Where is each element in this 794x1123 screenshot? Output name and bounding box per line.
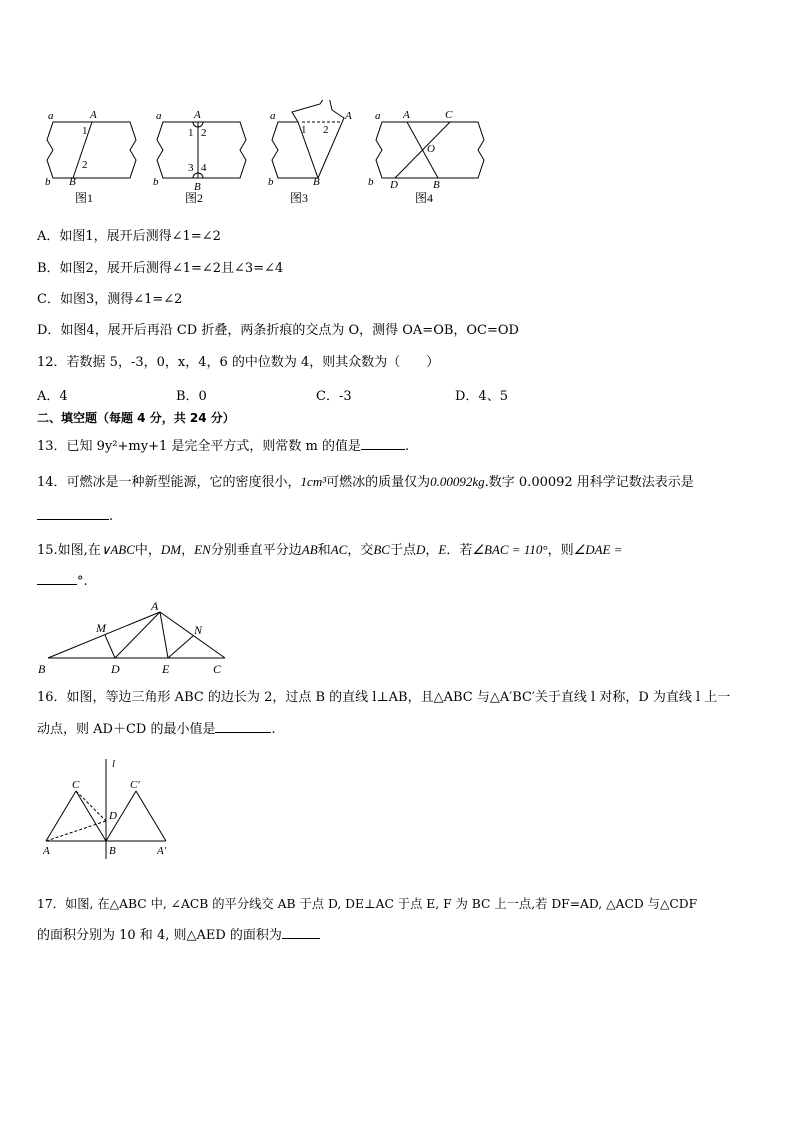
fig1-angle-1: 1 [82, 125, 88, 137]
fig4-label-B: B [433, 179, 440, 191]
fig4-label-C: C [445, 109, 453, 121]
fig3-label-b: b [268, 176, 274, 188]
q16-line-1: 16．如图，等边三角形 ABC 的边长为 2，过点 B 的直线 l⊥AB，且△ABC 与△A′BC′关于直线 l 对称，D 为直线 l 上一 [37, 690, 731, 705]
q13-end: . [404, 439, 410, 454]
fig2-angle-2: 2 [201, 127, 207, 139]
fig2-label-b: b [153, 176, 159, 188]
fig15-label-A: A [151, 599, 159, 613]
fig3-angle-2: 2 [323, 124, 329, 136]
fig15-label-M: M [96, 621, 106, 635]
q16-line-2 [37, 721, 276, 739]
q15-triangle: ∨ABC [100, 542, 135, 557]
q14 [37, 473, 694, 492]
q15-text-7: 于点 [389, 543, 416, 558]
q11-option-b: B．如图2，展开后测得∠1=∠2且∠3=∠4 [37, 261, 284, 276]
fig16-label-B: B [109, 845, 116, 857]
fig15-label-C: C [213, 662, 222, 676]
section-heading: 二、填空题（每题 4 分，共 24 分） [37, 411, 235, 425]
fig16-label-A-prime: A′ [157, 845, 167, 857]
fig4-label-A: A [403, 109, 410, 121]
q14-text-2: 可燃冰的质量仅为 [326, 475, 431, 490]
q14-text-1: 14．可燃冰是一种新型能源，它的密度很小， [37, 475, 301, 490]
figure-16 [36, 755, 186, 863]
q12-option-a: A．4 [37, 389, 68, 404]
q11-option-d: D．如图4，展开后再沿 CD 折叠，两条折痕的交点为 O，测得 OA=OB，OC=OD [37, 323, 519, 338]
fig16-label-C-prime: C′ [130, 779, 140, 791]
q16-text: 动点，则 AD＋CD 的最小值是 [37, 722, 216, 737]
q12-option-d: D．4、5 [455, 389, 508, 404]
q14-unit: 1cm³ [300, 474, 327, 489]
q15-text-3: ， [181, 543, 195, 558]
q13-text: 13．已知 9y²+my+1 是完全平方式，则常数 m 的值是 [37, 439, 361, 454]
q13-answer-blank[interactable] [361, 449, 405, 450]
q15-ab: AB [301, 542, 318, 557]
q14-end: . [109, 509, 114, 524]
fig4-label-D: D [390, 179, 398, 191]
fig1-label-b: b [45, 176, 51, 188]
fig4-label-O: O [427, 143, 435, 155]
q13 [37, 438, 409, 456]
q11-option-c: C．如图3，测得∠1=∠2 [37, 292, 183, 307]
q15-text-6: ，交 [347, 543, 374, 558]
q17-answer-blank[interactable] [282, 938, 320, 939]
q15-end: °. [77, 574, 88, 589]
fig4-caption: 图4 [415, 191, 434, 205]
figure-15 [30, 598, 240, 678]
q15-en: EN [194, 542, 211, 557]
q12-option-c: C．-3 [316, 389, 352, 404]
q16-answer-blank[interactable] [215, 732, 271, 733]
fig1-label-a: a [48, 110, 54, 122]
fig4-label-b: b [368, 176, 374, 188]
q14-text-3: .数字 0.00092 用科学记数法表示是 [484, 475, 694, 490]
fig2-caption: 图2 [185, 191, 204, 205]
q17-line-1: 17．如图, 在△ABC 中, ∠ACB 的平分线交 AB 于点 D, DE⊥AC 于点 E, F 为 BC 上一点,若 DF=AD, △ACD 与△CDF [37, 897, 698, 911]
fig3-angle-1: 1 [301, 124, 307, 136]
q15-text-9: ．若 [446, 543, 473, 558]
fig1-label-B: B [69, 176, 76, 188]
fig16-label-D: D [109, 810, 117, 822]
q15-e: E [438, 542, 447, 557]
fig3-label-B: B [313, 176, 320, 188]
q15-ac: AC [330, 542, 348, 557]
q14-answer-line [37, 508, 113, 526]
fig2-label-a: a [156, 110, 162, 122]
q15-d: D [415, 542, 426, 557]
fig16-label-l: l [112, 758, 116, 770]
fig15-label-N: N [194, 623, 203, 637]
fig16-label-A: A [43, 845, 50, 857]
q11-option-a: A．如图1，展开后测得∠1=∠2 [37, 229, 221, 244]
q15-angle-bac: ∠BAC = 110° [472, 542, 548, 557]
fig15-label-D: D [111, 662, 120, 676]
fig2-label-A: A [194, 109, 201, 121]
fig15-label-E: E [162, 662, 170, 676]
q15-text-10: ，则 [547, 543, 574, 558]
fig1-label-A: A [90, 109, 97, 121]
q15-text-8: ， [425, 543, 439, 558]
fig2-angle-4: 4 [201, 162, 207, 174]
q15-answer-blank[interactable] [37, 584, 77, 585]
fig15-label-B: B [38, 662, 46, 676]
q14-answer-blank[interactable] [37, 519, 109, 520]
fig1-angle-2: 2 [82, 159, 88, 171]
q15-text-1: 15.如图,在 [37, 543, 101, 558]
fig2-angle-3: 3 [188, 162, 194, 174]
q15 [37, 541, 623, 560]
q15-dm: DM [160, 542, 182, 557]
q12-option-b: B．0 [176, 389, 207, 404]
q15-text-2: 中， [134, 543, 161, 558]
q15-answer-line [37, 573, 88, 591]
fig3-caption: 图3 [290, 191, 309, 205]
fig2-label-B: B [194, 181, 201, 193]
q17-text: 的面积分别为 10 和 4, 则△AED 的面积为 [37, 928, 282, 943]
fig1-caption: 图1 [75, 191, 94, 205]
fig2-angle-1: 1 [188, 127, 194, 139]
q16-end: . [271, 722, 276, 737]
fig3-label-a: a [270, 110, 276, 122]
q15-text-5: 和 [317, 543, 331, 558]
q17-line-2 [37, 927, 320, 945]
fig3-label-A: A [345, 110, 352, 122]
q12-stem: 12．若数据 5，-3，0，x，4，6 的中位数为 4，则其众数为（ ） [37, 355, 440, 370]
q14-mass: 0.00092kg [430, 474, 485, 489]
fig4-label-a: a [375, 110, 381, 122]
fold-figures [40, 100, 500, 210]
figure-3 [272, 100, 344, 178]
figure-1 [47, 122, 136, 178]
q15-bc: BC [373, 542, 390, 557]
q15-text-4: 分别垂直平分边 [210, 543, 302, 558]
fig16-label-C: C [72, 779, 80, 791]
q15-angle-dae: ∠DAE = [573, 542, 623, 557]
